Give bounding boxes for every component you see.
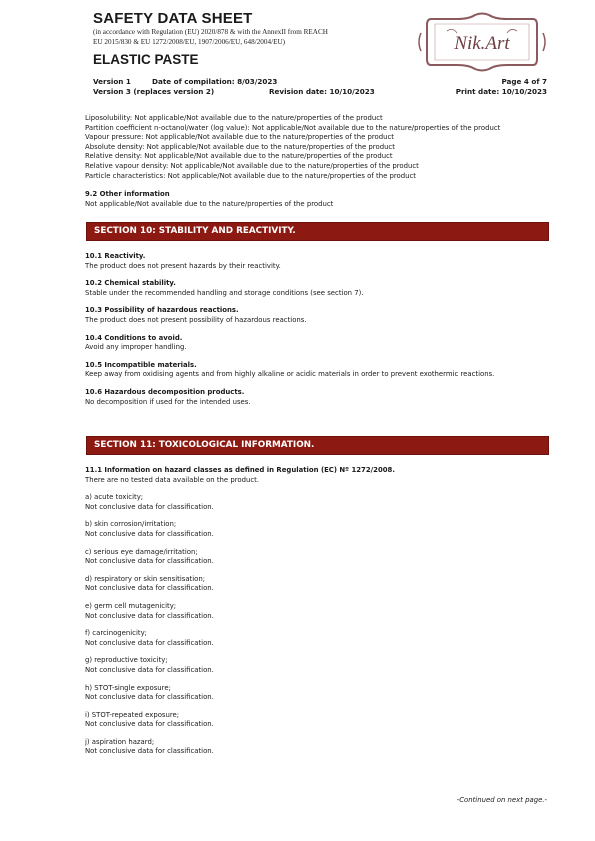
property-line: Vapour pressure: Not applicable/Not available due to the nature/properties of the product xyxy=(85,133,394,142)
hazard-class-text: Not conclusive data for classification. xyxy=(85,529,214,538)
hazard-class-label: j) aspiration hazard; xyxy=(85,737,155,746)
subsection-heading: 11.1 Information on hazard classes as defined in Regulation (EC) Nº 1272/2008. xyxy=(85,466,395,474)
revision-date: Revision date: 10/10/2023 xyxy=(269,86,375,96)
subsection-text: No decomposition if used for the intended uses. xyxy=(85,397,251,406)
subsection-text: The product does not present possibility of hazardous reactions. xyxy=(85,315,307,324)
hazard-class-label: i) STOT-repeated exposure; xyxy=(85,710,180,719)
subsection-heading: 10.5 Incompatible materials. xyxy=(85,360,197,369)
section-11-header: SECTION 11: TOXICOLOGICAL INFORMATION. xyxy=(86,436,549,455)
continued-note: -Continued on next page.- xyxy=(456,796,547,804)
subsection-heading: 10.1 Reactivity. xyxy=(85,252,146,260)
nikart-logo xyxy=(417,11,547,73)
document-title: SAFETY DATA SHEET xyxy=(93,10,253,27)
other-info-text: Not applicable/Not available due to the nature/properties of the product xyxy=(85,199,334,208)
hazard-class-text: Not conclusive data for classification. xyxy=(85,638,214,647)
subsection-text: The product does not present hazards by their reactivity. xyxy=(85,261,281,270)
hazard-class-text: Not conclusive data for classification. xyxy=(85,747,214,756)
section-11-content xyxy=(85,466,555,757)
section-10-header: SECTION 10: STABILITY AND REACTIVITY. xyxy=(86,222,549,241)
hazard-class-label: g) reproductive toxicity; xyxy=(85,656,168,665)
property-line: Relative density: Not applicable/Not available due to the nature/properties of the product xyxy=(85,152,393,161)
hazard-class-label: c) serious eye damage/irritation; xyxy=(85,547,198,556)
subsection-text: Stable under the recommended handling and storage conditions (see section 7). xyxy=(85,288,364,297)
subsection-intro: There are no tested data available on the product. xyxy=(85,475,260,484)
regulation-line-1: (in accordance with Regulation (EU) 2020/878 & with the AnnexII from REACH xyxy=(93,28,328,36)
hazard-class-label: a) acute toxicity; xyxy=(85,493,144,502)
subsection-text: Avoid any improper handling. xyxy=(85,343,187,352)
version: Version 1 xyxy=(93,77,131,86)
regulation-note xyxy=(93,28,328,47)
hazard-class-text: Not conclusive data for classification. xyxy=(85,720,214,729)
hazard-class-text: Not conclusive data for classification. xyxy=(85,557,214,566)
hazard-class-label: d) respiratory or skin sensitisation; xyxy=(85,574,206,583)
product-name: ELASTIC PASTE xyxy=(93,52,199,67)
hazard-class-label: h) STOT-single exposure; xyxy=(85,683,171,692)
regulation-line-2: EU 2015/830 & EU 1272/2008/EU, 1907/2006/EU, 648/2004/EU) xyxy=(93,37,286,46)
print-date: Print date: 10/10/2023 xyxy=(455,86,547,96)
hazard-class-text: Not conclusive data for classification. xyxy=(85,611,214,620)
property-line: Partition coefficient n-octanol/water (log value): Not applicable/Not available due to the nature/properties of the product xyxy=(85,123,501,132)
other-info-heading: 9.2 Other information xyxy=(85,190,170,199)
hazard-class-label: f) carcinogenicity; xyxy=(85,629,147,638)
hazard-class-label: b) skin corrosion/irritation; xyxy=(85,520,177,529)
hazard-class-text: Not conclusive data for classification. xyxy=(85,665,214,674)
property-line: Particle characteristics: Not applicable/Not available due to the nature/properties of the product xyxy=(85,171,416,180)
subsection-heading: 10.6 Hazardous decomposition products. xyxy=(85,387,245,396)
version-replaces: Version 3 (replaces version 2) xyxy=(93,86,215,96)
subsection-text: Keep away from oxidising agents and from highly alkaline or acidic materials in order to prevent exothermic reactions. xyxy=(85,370,495,379)
section-10-content xyxy=(85,252,555,407)
hazard-class-text: Not conclusive data for classification. xyxy=(85,693,214,702)
section-9-continued xyxy=(85,114,555,209)
property-line: Relative vapour density: Not applicable/Not available due to the nature/properties of the product xyxy=(85,161,419,170)
subsection-heading: 10.4 Conditions to avoid. xyxy=(85,333,183,342)
document-meta xyxy=(93,77,547,96)
logo-text: Nik.Art xyxy=(454,33,510,54)
page-number: Page 4 of 7 xyxy=(501,77,547,86)
hazard-class-text: Not conclusive data for classification. xyxy=(85,502,214,511)
subsection-heading: 10.2 Chemical stability. xyxy=(85,279,176,288)
hazard-class-label: e) germ cell mutagenicity; xyxy=(85,601,177,610)
property-line: Liposolubility: Not applicable/Not available due to the nature/properties of the product xyxy=(85,114,383,122)
hazard-class-text: Not conclusive data for classification. xyxy=(85,584,214,593)
compilation-date: Date of compilation: 8/03/2023 xyxy=(152,77,278,86)
subsection-heading: 10.3 Possibility of hazardous reactions. xyxy=(85,306,239,315)
property-line: Absolute density: Not applicable/Not available due to the nature/properties of the product xyxy=(85,142,395,151)
